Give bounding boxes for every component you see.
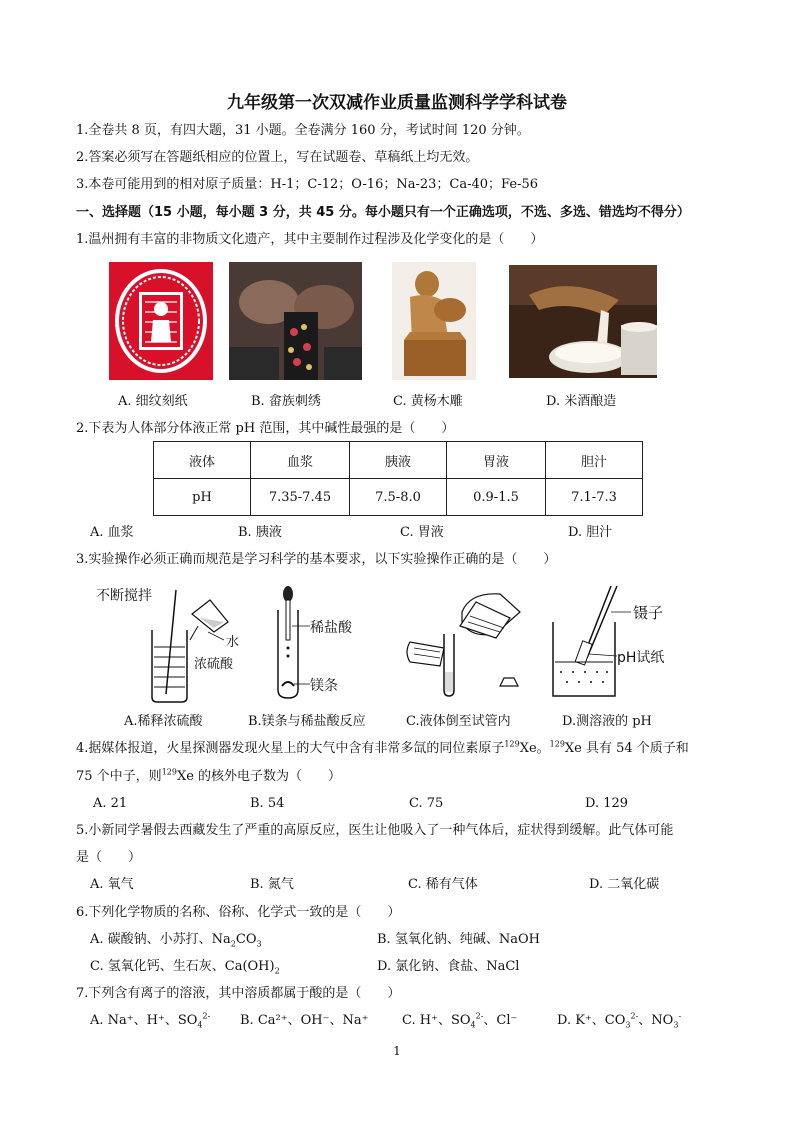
q4-option-a: A. 21 bbox=[93, 796, 128, 811]
q5-line-1: 5.小新同学暑假去西藏发生了严重的高原反应，医生让他吸入了一种气体后，症状得到缓解。此气体可能 bbox=[76, 823, 674, 838]
q4-text: 4.据媒体报道，火星探测器发现火星上的大气中含有非常多氙的同位素原子 bbox=[76, 741, 505, 756]
q7-stem: 7.下列含有离子的溶液，其中溶质都属于酸的是（ ） bbox=[76, 986, 401, 1001]
q7-option-b: B. Ca²⁺、OH⁻、Na⁺ bbox=[240, 1013, 369, 1028]
table-cell: 胆汁 bbox=[546, 442, 643, 479]
table-cell: 7.35-7.45 bbox=[251, 479, 350, 516]
q4-option-d: D. 129 bbox=[585, 796, 629, 811]
tweezers-label: 镊子 bbox=[633, 604, 664, 622]
q7-text: C. H⁺、SO bbox=[402, 1013, 471, 1028]
pour-liquid-figure bbox=[400, 582, 530, 704]
q7-option-d bbox=[557, 1012, 681, 1030]
subscript: 3 bbox=[625, 1020, 631, 1030]
charge: 2- bbox=[202, 1011, 211, 1021]
q4-text: Xe。 bbox=[519, 741, 550, 756]
q5-option-c: C. 稀有气体 bbox=[408, 877, 478, 892]
q6-text: A. 碳酸钠、小苏打、Na bbox=[90, 932, 231, 947]
table-row bbox=[154, 479, 643, 516]
q6-option-a bbox=[90, 931, 262, 949]
q4-text: Xe 具有 54 个质子和 bbox=[564, 741, 689, 756]
q5-line-2: 是（ ） bbox=[76, 850, 142, 865]
mass-number: 129 bbox=[549, 739, 565, 749]
dilute-acid-figure bbox=[90, 582, 250, 704]
q4-text: Xe 的核外电子数为（ ） bbox=[176, 769, 342, 784]
q5-option-b: B. 氮气 bbox=[250, 877, 294, 892]
q1-option-a: A. 细纹刻纸 bbox=[118, 394, 188, 409]
table-cell: 0.9-1.5 bbox=[447, 479, 546, 516]
q4-line-2 bbox=[76, 768, 341, 786]
q4-option-b: B. 54 bbox=[250, 796, 285, 811]
q6-text: CO bbox=[235, 932, 257, 947]
table-row bbox=[154, 442, 643, 479]
hcl-label: 稀盐酸 bbox=[310, 620, 352, 636]
table-cell: 血浆 bbox=[251, 442, 350, 479]
q1-option-d: D. 米酒酿造 bbox=[546, 394, 617, 409]
subscript: 4 bbox=[197, 1020, 203, 1030]
subscript: 2 bbox=[274, 966, 280, 976]
table-cell: 胰液 bbox=[350, 442, 447, 479]
q7-text: 、NO bbox=[638, 1013, 674, 1028]
note-3: 3.本卷可能用到的相对原子质量：H-1；C-12；O-16；Na-23；Ca-40；Fe-56 bbox=[76, 177, 538, 192]
q1-stem: 1.温州拥有丰富的非物质文化遗产，其中主要制作过程涉及化学变化的是（ ） bbox=[76, 232, 544, 247]
mg-label: 镁条 bbox=[310, 678, 338, 694]
q5-option-a: A. 氧气 bbox=[90, 877, 134, 892]
q4-line-1 bbox=[76, 740, 689, 758]
q6-option-b: B. 氢氧化钠、纯碱、NaOH bbox=[377, 932, 540, 947]
q2-option-c: C. 胃液 bbox=[400, 525, 444, 540]
q7-text: D. K⁺、CO bbox=[557, 1013, 626, 1028]
embroidery-image bbox=[229, 262, 362, 380]
q3-option-b: B.镁条与稀盐酸反应 bbox=[248, 714, 366, 729]
mass-number: 129 bbox=[161, 767, 177, 777]
q1-option-c: C. 黄杨木雕 bbox=[393, 394, 463, 409]
charge: - bbox=[678, 1011, 682, 1021]
q5-option-d: D. 二氧化碳 bbox=[589, 877, 660, 892]
q1-option-b: B. 畲族刺绣 bbox=[251, 394, 321, 409]
note-1: 1.全卷共 8 页，有四大题，31 小题。全卷满分 160 分，考试时间 120 分钟。 bbox=[76, 123, 530, 138]
subscript: 3 bbox=[673, 1020, 679, 1030]
charge: 2- bbox=[630, 1011, 639, 1021]
table-cell: 胃液 bbox=[447, 442, 546, 479]
magnesium-figure bbox=[268, 582, 388, 704]
acid-label: 浓硫酸 bbox=[194, 657, 234, 672]
q7-option-a bbox=[90, 1012, 210, 1030]
subscript: 2 bbox=[230, 939, 236, 949]
ph-paper-label: pH试纸 bbox=[617, 650, 665, 666]
q3-stem: 3.实验操作必须正确而规范是学习科学的基本要求，以下实验操作正确的是（ ） bbox=[76, 552, 557, 567]
q2-option-b: B. 胰液 bbox=[238, 525, 282, 540]
q7-option-c bbox=[402, 1012, 517, 1030]
q6-text: C. 氢氧化钙、生石灰、Ca(OH) bbox=[90, 959, 275, 974]
q3-option-a: A.稀释浓硫酸 bbox=[124, 714, 203, 729]
q3-option-c: C.液体倒至试管内 bbox=[406, 714, 511, 729]
table-cell: 7.1-7.3 bbox=[546, 479, 643, 516]
q7-text: A. Na⁺、H⁺、SO bbox=[90, 1013, 198, 1028]
q2-option-d: D. 胆汁 bbox=[568, 525, 613, 540]
exam-title: 九年级第一次双减作业质量监测科学学科试卷 bbox=[227, 93, 567, 113]
paper-cut-image bbox=[109, 262, 213, 380]
water-label: 水 bbox=[226, 635, 240, 650]
q4-option-c: C. 75 bbox=[409, 796, 444, 811]
ph-table bbox=[153, 441, 643, 516]
q4-text: 75 个中子，则 bbox=[76, 769, 162, 784]
note-2: 2.答案必须写在答题纸相应的位置上，写在试题卷、草稿纸上均无效。 bbox=[76, 150, 479, 165]
mass-number: 129 bbox=[504, 739, 520, 749]
q7-text: 、Cl⁻ bbox=[483, 1013, 518, 1028]
q6-stem: 6.下列化学物质的名称、俗称、化学式一致的是（ ） bbox=[76, 905, 401, 920]
stir-label: 不断搅拌 bbox=[96, 588, 152, 604]
section-heading: 一、选择题（15 小题，每小题 3 分，共 45 分。每小题只有一个正确选项，不选、多选、错选均不得分） bbox=[76, 205, 690, 220]
q2-stem: 2.下表为人体部分体液正常 pH 范围，其中碱性最强的是（ ） bbox=[76, 421, 455, 436]
charge: 2- bbox=[475, 1011, 484, 1021]
subscript: 3 bbox=[256, 939, 262, 949]
table-cell: 液体 bbox=[154, 442, 251, 479]
q3-option-d: D.测溶液的 pH bbox=[562, 714, 652, 729]
ph-test-figure bbox=[545, 582, 705, 704]
page-number: 1 bbox=[393, 1044, 401, 1058]
rice-wine-image bbox=[509, 265, 657, 378]
wood-carving-image bbox=[392, 262, 476, 380]
subscript: 4 bbox=[470, 1020, 476, 1030]
table-cell: pH bbox=[154, 479, 251, 516]
q6-option-c bbox=[90, 958, 280, 976]
q6-option-d: D. 氯化钠、食盐、NaCl bbox=[377, 959, 520, 974]
q2-option-a: A. 血浆 bbox=[90, 525, 134, 540]
table-cell: 7.5-8.0 bbox=[350, 479, 447, 516]
